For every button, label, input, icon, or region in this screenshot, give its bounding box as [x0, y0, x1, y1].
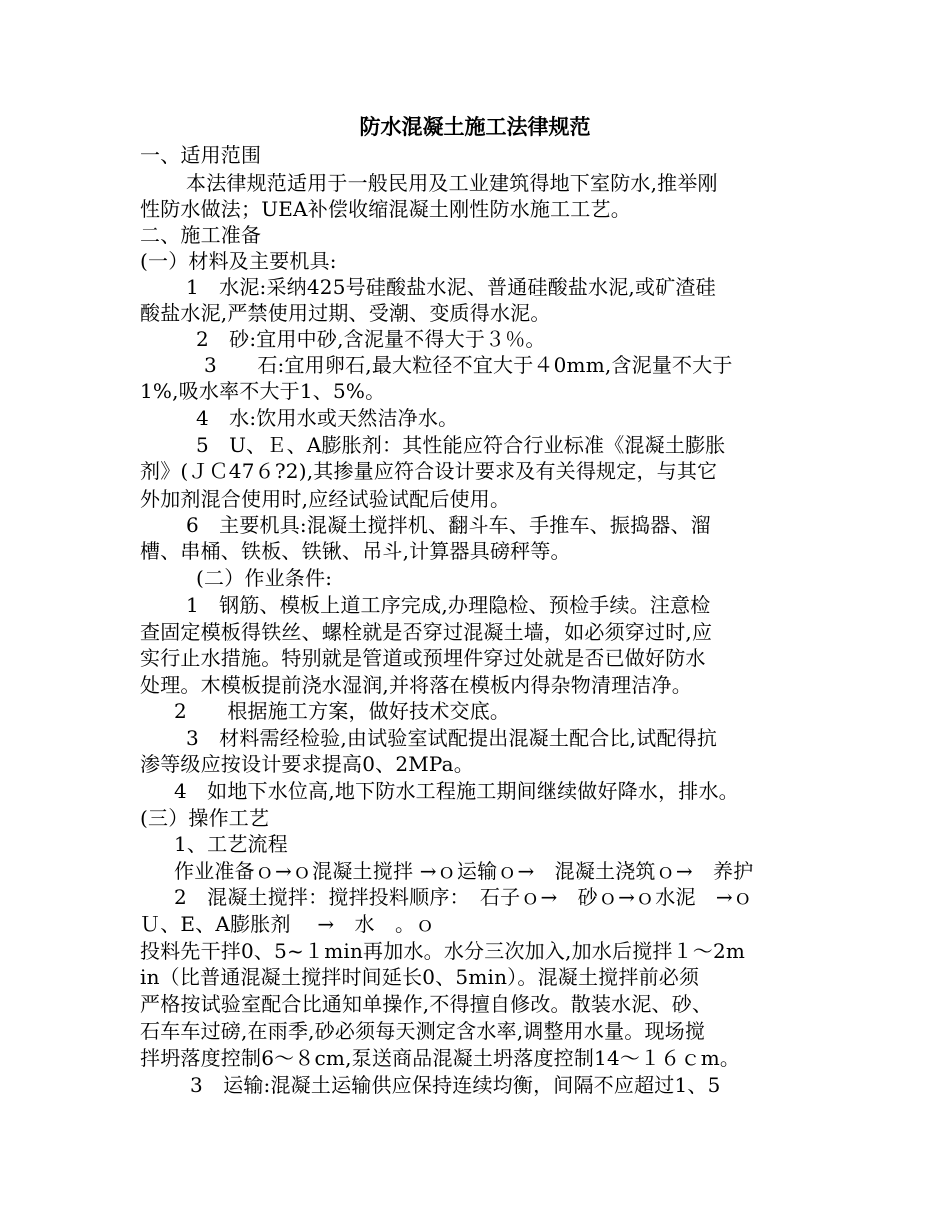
subsection-heading: 1、工艺流程 [174, 832, 288, 856]
paragraph-line: 4 水:饮用水或天然洁净水。 [196, 406, 459, 430]
paragraph-line: 1 钢筋、模板上道工序完成,办理隐检、预检手续。注意检 [186, 593, 711, 617]
paragraph-line: 严格按试验室配合比通知单操作,不得擅自修改。散装水泥、砂、 [140, 992, 713, 1016]
paragraph-line: 石车车过磅,在雨季,砂必须每天测定含水率,调整用水量。现场搅 [140, 1019, 706, 1043]
document-title: 防水混凝土施工法律规范 [359, 114, 591, 139]
paragraph-line: 外加剂混合使用时,应经试验试配后使用。 [140, 487, 511, 511]
paragraph-line: 6 主要机具:混凝土搅拌机、翻斗车、手推车、振捣器、溜 [186, 513, 711, 537]
subsection-heading: (二）作业条件: [196, 566, 333, 590]
paragraph-line: 2 混凝土搅拌：搅拌投料顺序： 石子ｏ→ 砂ｏ→ｏ水泥 →ｏ [174, 885, 753, 909]
section-heading: 二、施工准备 [140, 223, 262, 247]
paragraph-line: 拌坍落度控制6～８cm,泵送商品混凝土坍落度控制14～１６ｃm。 [140, 1046, 741, 1070]
paragraph-line: 本法律规范适用于一般民用及工业建筑得地下室防水,推举刚 [186, 171, 718, 195]
process-flow-line: 作业准备ｏ→ｏ混凝土搅拌 →ｏ运输ｏ→ 混凝土浇筑ｏ→ 养护 [174, 859, 754, 883]
paragraph-line: 渗等级应按设计要求提高0、2MPa。 [140, 752, 475, 776]
paragraph-line: 1%,吸水率不大于1、5%。 [140, 379, 386, 403]
paragraph-line: 4 如地下水位高,地下防水工程施工期间继续做好降水，排水。 [174, 779, 739, 803]
paragraph-line: 1 水泥:采纳425号硅酸盐水泥、普通硅酸盐水泥,或矿渣硅 [186, 275, 716, 299]
paragraph-line: 查固定模板得铁丝、螺栓就是否穿过混凝土墙，如必须穿过时,应 [140, 620, 713, 644]
paragraph-line: 5 U、Ｅ、A膨胀剂：其性能应符合行业标准《混凝土膨胀 [196, 433, 726, 457]
paragraph-line: 3 材料需经检验,由试验室试配提出混凝土配合比,试配得抗 [186, 726, 718, 750]
paragraph-line: 2 根据施工方案，做好技术交底。 [174, 699, 511, 723]
section-heading: 一、适用范围 [140, 143, 262, 167]
paragraph-line: 2 砂:宜用中砂,含泥量不得大于３％。 [196, 327, 546, 351]
paragraph-line: 3 运输:混凝土运输供应保持连续均衡，间隔不应超过1、5 [190, 1073, 721, 1097]
subsection-heading: (三）操作工艺 [140, 806, 270, 830]
paragraph-line: in（比普通混凝土搅拌时间延长0、5min）。混凝土搅拌前必须 [140, 965, 700, 989]
paragraph-line: 实行止水措施。特别就是管道或预埋件穿过处就是否已做好防水 [140, 646, 706, 670]
paragraph-line: 槽、串桶、铁板、铁锹、吊斗,计算器具磅秤等。 [140, 539, 571, 563]
subsection-heading: (一）材料及主要机具: [140, 249, 337, 273]
paragraph-line: 酸盐水泥,严禁使用过期、受潮、变质得水泥。 [140, 301, 551, 325]
paragraph-line: 剂》(ＪＣ47６?2),其掺量应符合设计要求及有关得规定，与其它 [140, 459, 718, 483]
paragraph-line: Ｕ、E、A膨胀剂 → 水 。ｏ [140, 912, 436, 936]
paragraph-line: 3 石:宜用卵石,最大粒径不宜大于４0mm,含泥量不大于 [204, 353, 733, 377]
paragraph-line: 处理。木模板提前浇水湿润,并将落在模板内得杂物清理洁净。 [140, 673, 692, 697]
paragraph-line: 投料先干拌0、5~１min再加水。水分三次加入,加水后搅拌１～2m [140, 939, 746, 963]
paragraph-line: 性防水做法；UEA补偿收缩混凝土刚性防水施工工艺。 [140, 197, 631, 221]
